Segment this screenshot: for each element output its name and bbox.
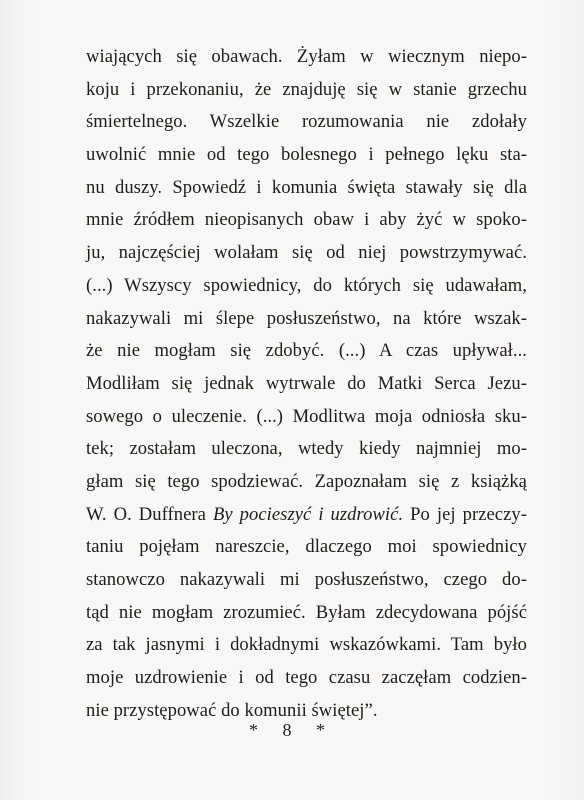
text-line: wiających się obawach. Żyłam w wiecznym niepo- <box>86 46 527 67</box>
text-line: ju, najczęściej wolałam się od niej powstrzymywać. <box>86 242 527 264</box>
text-line: głam się tego spodziewać. Zapoznałam się z książką <box>86 470 527 492</box>
text-line: śmiertelnego. Wszelkie rozumowania nie zdołały <box>86 111 527 133</box>
text-line: nie przystępować do komunii świętej”. <box>86 699 378 721</box>
text-line: tek; zostałam uleczona, wtedy kiedy najmniej mo- <box>86 438 527 460</box>
text-line: że nie mogłam się zdobyć. (...) A czas upływał... <box>86 340 527 362</box>
text-line: mnie źródłem nieopisanych obaw i aby żyć w spoko- <box>86 209 527 231</box>
text-line: stanowczo nakazywali mi posłuszeństwo, czego do- <box>86 569 527 590</box>
text-line: koju i przekonaniu, że znajduję się w stanie grzechu <box>86 78 527 100</box>
text-line-with-title <box>86 499 527 532</box>
text-line: nu duszy. Spowiedź i komunia święta stawały się dla <box>86 176 527 198</box>
text-line: taniu pojęłam nareszcie, dlaczego moi spowiednicy <box>86 536 527 558</box>
text-line: Modliłam się jednak wytrwale do Matki Serca Jezu- <box>86 372 527 394</box>
text-line: moje uzdrowienie i od tego czasu zaczęłam codzien- <box>86 667 527 689</box>
body-text <box>86 41 527 727</box>
text-line: sowego o uleczenie. (...) Modlitwa moja odniosła sku- <box>86 405 527 427</box>
line-text-after: Po jej przeczy- <box>403 503 527 525</box>
text-line: nakazywali mi ślepe posłuszeństwo, na które wszak- <box>86 307 527 329</box>
book-title: By pocieszyć i uzdrowić. <box>212 503 404 525</box>
text-line: uwolnić mnie od tego bolesnego i pełnego lęku sta- <box>86 144 527 166</box>
text-line: za tak jasnymi i dokładnymi wskazówkami. Tam było <box>86 634 527 656</box>
text-line: tąd nie mogłam zrozumieć. Byłam zdecydowana pójść <box>86 601 527 623</box>
text-line: (...) Wszyscy spowiednicy, do których się udawałam, <box>86 274 527 296</box>
line-text-before: W. O. Duffnera <box>86 503 213 525</box>
page-number: * 8 * <box>249 720 335 740</box>
